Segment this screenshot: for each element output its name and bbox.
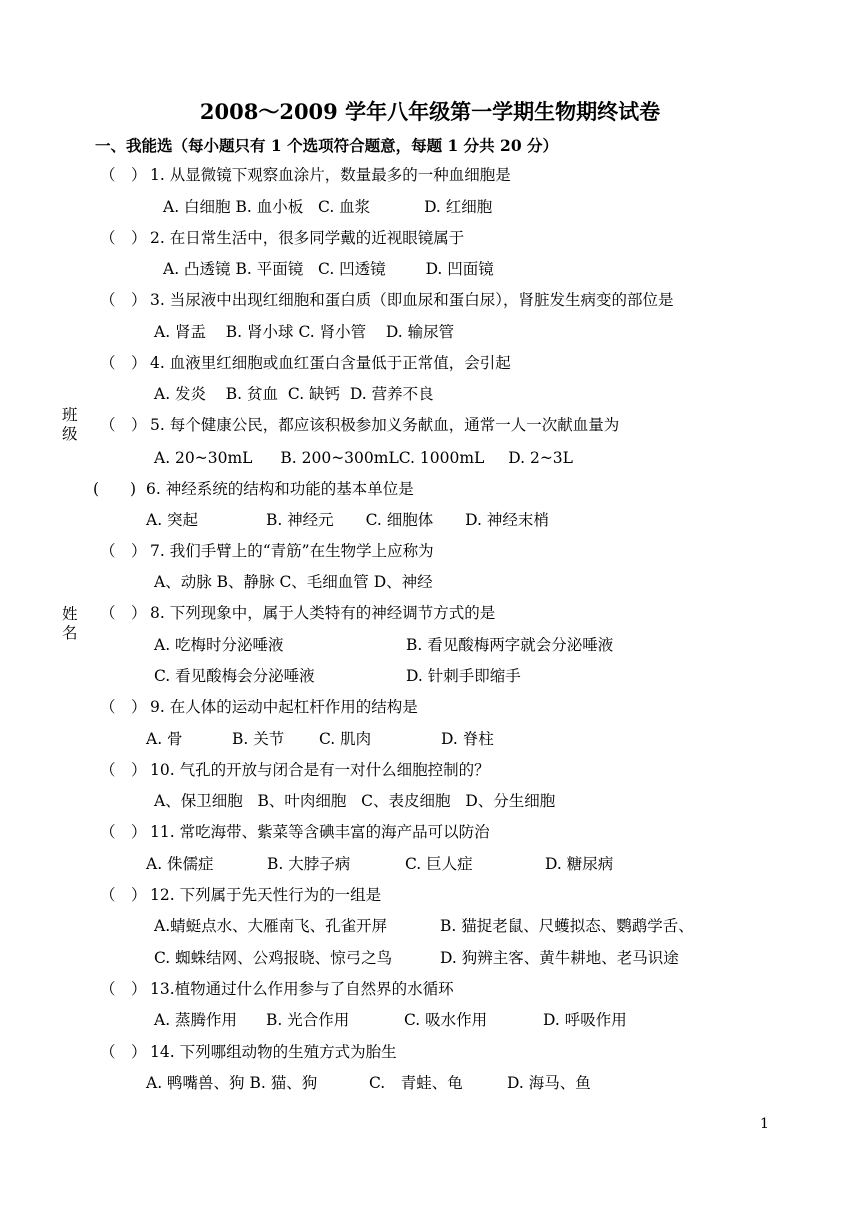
name-label bbox=[62, 605, 80, 643]
option: A、保卫细胞 bbox=[154, 792, 243, 810]
answer-blank[interactable]: （ ） bbox=[100, 229, 147, 247]
question-stem: 6. 神经系统的结构和功能的基本单位是 bbox=[146, 480, 414, 498]
answer-blank[interactable]: （ ） bbox=[100, 823, 147, 841]
option: C. 凹透镜 bbox=[318, 260, 386, 278]
question-stem: 2. 在日常生活中，很多同学戴的近视眼镜属于 bbox=[150, 229, 465, 247]
options-3 bbox=[154, 322, 454, 342]
options-4 bbox=[154, 384, 434, 404]
question-stem: 13.植物通过什么作用参与了自然界的水循环 bbox=[150, 980, 454, 998]
option: D. 神经末梢 bbox=[465, 511, 549, 529]
question-5 bbox=[100, 415, 619, 435]
question-1 bbox=[100, 165, 511, 185]
answer-blank[interactable]: （ ） bbox=[100, 291, 147, 309]
option: D. 针刺手即缩手 bbox=[406, 667, 521, 685]
class-label-char: 级 bbox=[62, 425, 78, 443]
question-stem: 8. 下列现象中，属于人类特有的神经调节方式的是 bbox=[150, 604, 496, 622]
options-5 bbox=[154, 448, 573, 468]
question-stem: 10. 气孔的开放与闭合是有一对什么细胞控制的？ bbox=[150, 761, 490, 779]
option: D. 糖尿病 bbox=[545, 855, 614, 873]
answer-blank[interactable]: （ ） bbox=[100, 604, 147, 622]
option: A. 蒸腾作用 bbox=[154, 1011, 238, 1029]
option: D. 2~3L bbox=[508, 449, 573, 467]
option: A. 突起 bbox=[146, 511, 199, 529]
class-label-char: 班 bbox=[62, 406, 78, 424]
options-10 bbox=[154, 791, 555, 811]
options-12a bbox=[154, 916, 694, 936]
question-stem: 9. 在人体的运动中起杠杆作用的结构是 bbox=[150, 698, 418, 716]
option: D. 红细胞 bbox=[424, 198, 493, 216]
question-13 bbox=[100, 979, 454, 999]
option: C. 青蛙、龟 bbox=[369, 1074, 463, 1092]
option: A. 20~30mL bbox=[154, 449, 253, 467]
option: A. 凸透镜 B. 平面镜 bbox=[163, 260, 304, 278]
option: C. 肌肉 bbox=[319, 730, 372, 748]
answer-blank[interactable]: （ ） bbox=[100, 166, 147, 184]
question-10 bbox=[100, 760, 490, 780]
option: C. 巨人症 bbox=[405, 855, 473, 873]
option: C. 细胞体 bbox=[365, 511, 434, 529]
option: A.蜻蜓点水、大雁南飞、孔雀开屏 bbox=[154, 917, 388, 935]
question-14 bbox=[100, 1042, 397, 1062]
question-stem: 3. 当尿液中出现红细胞和蛋白质（即血尿和蛋白尿），肾脏发生病变的部位是 bbox=[150, 291, 674, 309]
option: A. 发炎 bbox=[154, 385, 207, 403]
answer-blank[interactable]: （ ） bbox=[100, 698, 147, 716]
question-stem: 1. 从显微镜下观察血涂片，数量最多的一种血细胞是 bbox=[150, 166, 511, 184]
option: C. 蜘蛛结网、公鸡报晓、惊弓之鸟 bbox=[154, 949, 393, 967]
option: B. 200~300mLC. 1000mL bbox=[280, 449, 485, 467]
options-2 bbox=[163, 259, 494, 279]
answer-blank[interactable]: （ ） bbox=[100, 980, 147, 998]
option: D. 海马、鱼 bbox=[507, 1074, 591, 1092]
option: C. 血浆 bbox=[318, 198, 371, 216]
option: D. 脊柱 bbox=[441, 730, 494, 748]
answer-blank[interactable]: （ ） bbox=[100, 886, 147, 904]
option: A. 吃梅时分泌唾液 bbox=[154, 636, 284, 654]
question-stem: 12. 下列属于先天性行为的一组是 bbox=[150, 886, 382, 904]
option: A. 侏儒症 bbox=[146, 855, 214, 873]
option: B. 关节 bbox=[232, 730, 285, 748]
answer-blank[interactable]: （ ） bbox=[100, 416, 147, 434]
options-7 bbox=[154, 572, 433, 592]
question-12 bbox=[100, 885, 381, 905]
options-14 bbox=[146, 1073, 591, 1093]
class-label bbox=[62, 406, 80, 444]
name-label-char: 名 bbox=[62, 624, 78, 642]
question-8 bbox=[100, 603, 495, 623]
option: B. 大脖子病 bbox=[267, 855, 351, 873]
option: D. 呼吸作用 bbox=[543, 1011, 627, 1029]
option: D. 营养不良 bbox=[349, 385, 434, 403]
question-2 bbox=[100, 228, 464, 248]
question-7 bbox=[100, 541, 434, 561]
option: B. 猫捉老鼠、尺蠖拟态、鹦鹉学舌、 bbox=[440, 917, 694, 935]
answer-blank[interactable]: （ ） bbox=[100, 542, 147, 560]
option: C. 看见酸梅会分泌唾液 bbox=[154, 667, 315, 685]
question-3 bbox=[100, 290, 673, 310]
question-stem: 7. 我们手臂上的“青筋”在生物学上应称为 bbox=[150, 542, 434, 560]
options-12b bbox=[154, 948, 679, 968]
option: A. 骨 bbox=[146, 730, 183, 748]
option: C. 缺钙 bbox=[287, 385, 341, 403]
question-11 bbox=[100, 822, 490, 842]
answer-blank[interactable]: ( ) bbox=[93, 480, 137, 498]
option: C、表皮细胞 bbox=[361, 792, 451, 810]
option: D. 输尿管 bbox=[385, 323, 455, 341]
section-heading: 一、我能选（每小题只有 1 个选项符合题意，每题 1 分共 20 分） bbox=[95, 136, 559, 155]
option: A. 白细胞 B. 血小板 bbox=[163, 198, 304, 216]
options-8a bbox=[154, 635, 613, 655]
option: C. 吸水作用 bbox=[404, 1011, 488, 1029]
question-stem: 4. 血液里红细胞或血红蛋白含量低于正常值，会引起 bbox=[150, 354, 511, 372]
answer-blank[interactable]: （ ） bbox=[100, 761, 147, 779]
options-13 bbox=[154, 1010, 627, 1030]
question-stem: 14. 下列哪组动物的生殖方式为胎生 bbox=[150, 1043, 397, 1061]
option: A、动脉 B、静脉 C、毛细血管 D、神经 bbox=[154, 573, 433, 591]
option: D. 凹面镜 bbox=[425, 260, 494, 278]
exam-title: 2008～2009 学年八年级第一学期生物期终试卷 bbox=[199, 99, 661, 124]
question-stem: 11. 常吃海带、紫菜等含碘丰富的海产品可以防治 bbox=[150, 823, 490, 841]
options-8b bbox=[154, 666, 521, 686]
question-4 bbox=[100, 353, 511, 373]
option: B. 光合作用 bbox=[266, 1011, 350, 1029]
page-number: 1 bbox=[760, 1116, 769, 1132]
option: D. 狗辨主客、黄牛耕地、老马识途 bbox=[440, 949, 679, 967]
option: B. 看见酸梅两字就会分泌唾液 bbox=[406, 636, 614, 654]
option: A. 肾盂 bbox=[154, 323, 207, 341]
option: B. 肾小球 C. 肾小管 bbox=[225, 323, 367, 341]
answer-blank[interactable]: （ ） bbox=[100, 1043, 147, 1061]
name-label-char: 姓 bbox=[62, 605, 78, 623]
question-stem: 5. 每个健康公民，都应该积极参加义务献血，通常一人一次献血量为 bbox=[150, 416, 620, 434]
options-6 bbox=[146, 510, 549, 530]
question-9 bbox=[100, 697, 418, 717]
options-1 bbox=[163, 197, 492, 217]
option: D、分生细胞 bbox=[465, 792, 556, 810]
options-11 bbox=[146, 854, 613, 874]
question-6 bbox=[93, 479, 414, 499]
option: B. 贫血 bbox=[225, 385, 279, 403]
options-9 bbox=[146, 729, 494, 749]
option: B、叶肉细胞 bbox=[257, 792, 347, 810]
option: A. 鸭嘴兽、狗 B. 猫、狗 bbox=[146, 1074, 318, 1092]
option: B. 神经元 bbox=[265, 511, 334, 529]
answer-blank[interactable]: （ ） bbox=[100, 354, 147, 372]
